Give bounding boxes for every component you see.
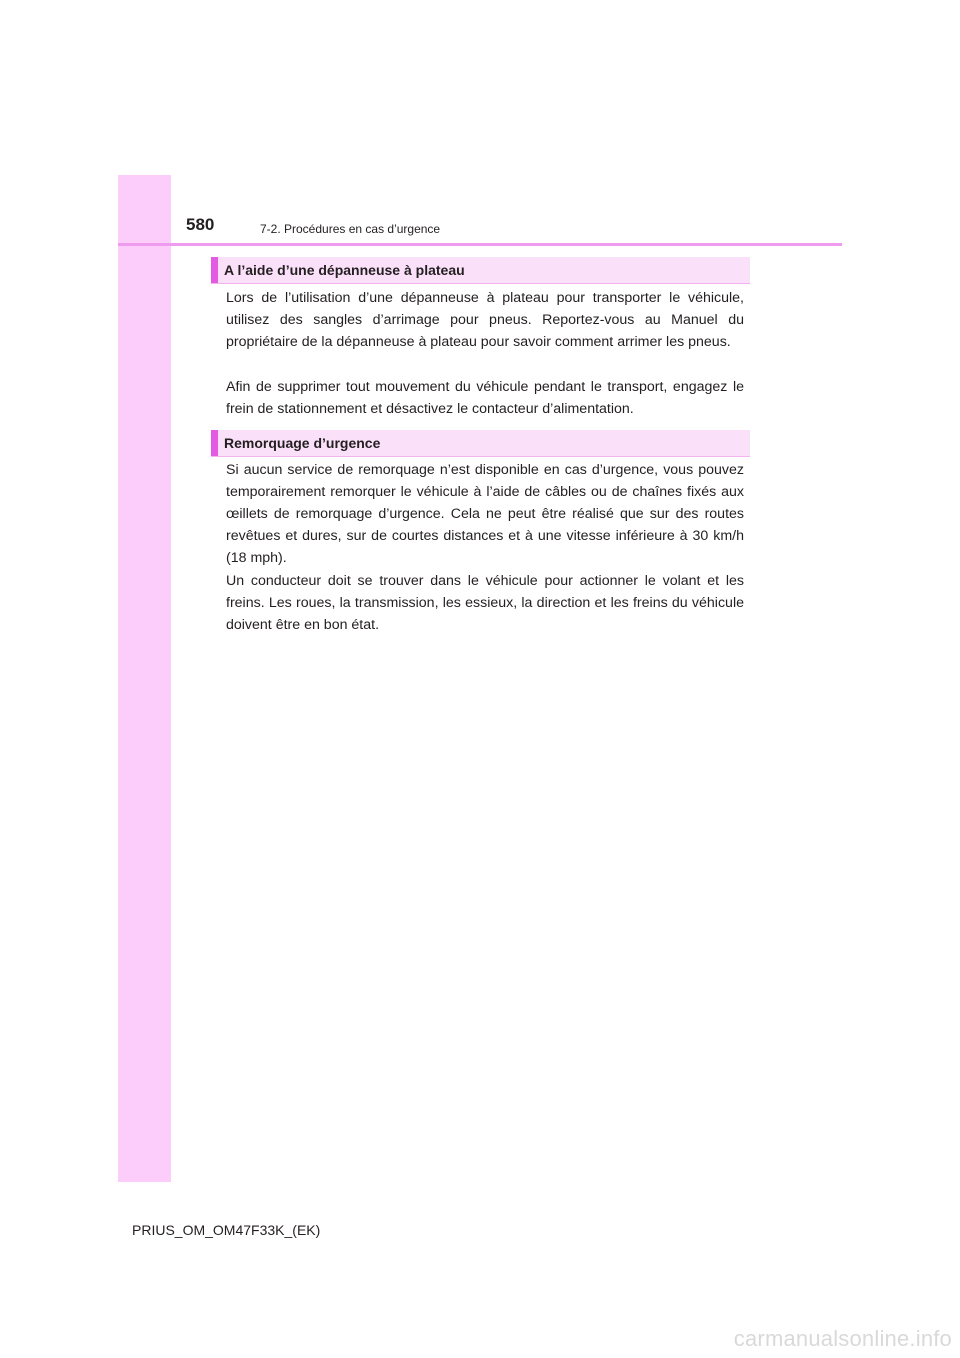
heading-title: A l’aide d’une dépanneuse à plateau: [224, 262, 465, 278]
heading-accent-bar: [211, 257, 218, 283]
section-title: 7-2. Procédures en cas d’urgence: [260, 222, 441, 236]
watermark: carmanualsonline.info: [733, 1326, 952, 1351]
heading-flatbed-truck: [211, 257, 750, 284]
heading-title: Remorquage d’urgence: [224, 435, 381, 451]
header-divider: [118, 243, 842, 246]
paragraph: Si aucun service de remorquage n’est disponible en cas d’urgence, vous pouvez temporairement remorquer le véhicule à l’aide de câbles ou de chaînes fixés aux œillets de remorquage d’urgence. Cela ne peut être réalisé que sur des routes revêtues et dures, sur de courtes distances et à une vitesse inférieure à 30 km/h (18 mph).: [226, 462, 744, 566]
chapter-side-tab: [118, 175, 171, 1182]
paragraph: Lors de l’utilisation d’une dépanneuse à plateau pour transporter le véhicule, utilisez des sangles d’arrimage pour pneus. Reportez-vous au Manuel du propriétaire de la dépanneuse à plateau pour savoir comment arrimer les pneus.: [226, 290, 744, 350]
heading-emergency-towing: [211, 430, 750, 457]
document-code: PRIUS_OM_OM47F33K_(EK): [132, 1222, 321, 1238]
page-number: 580: [186, 215, 215, 234]
paragraph: Afin de supprimer tout mouvement du véhicule pendant le transport, engagez le frein de stationnement et désactivez le contacteur d’alimentation.: [226, 379, 744, 417]
paragraph: Un conducteur doit se trouver dans le véhicule pour actionner le volant et les freins. Les roues, la transmission, les essieux, la direction et les freins du véhicule doivent être en bon état.: [226, 573, 744, 633]
heading-accent-bar: [211, 430, 218, 456]
